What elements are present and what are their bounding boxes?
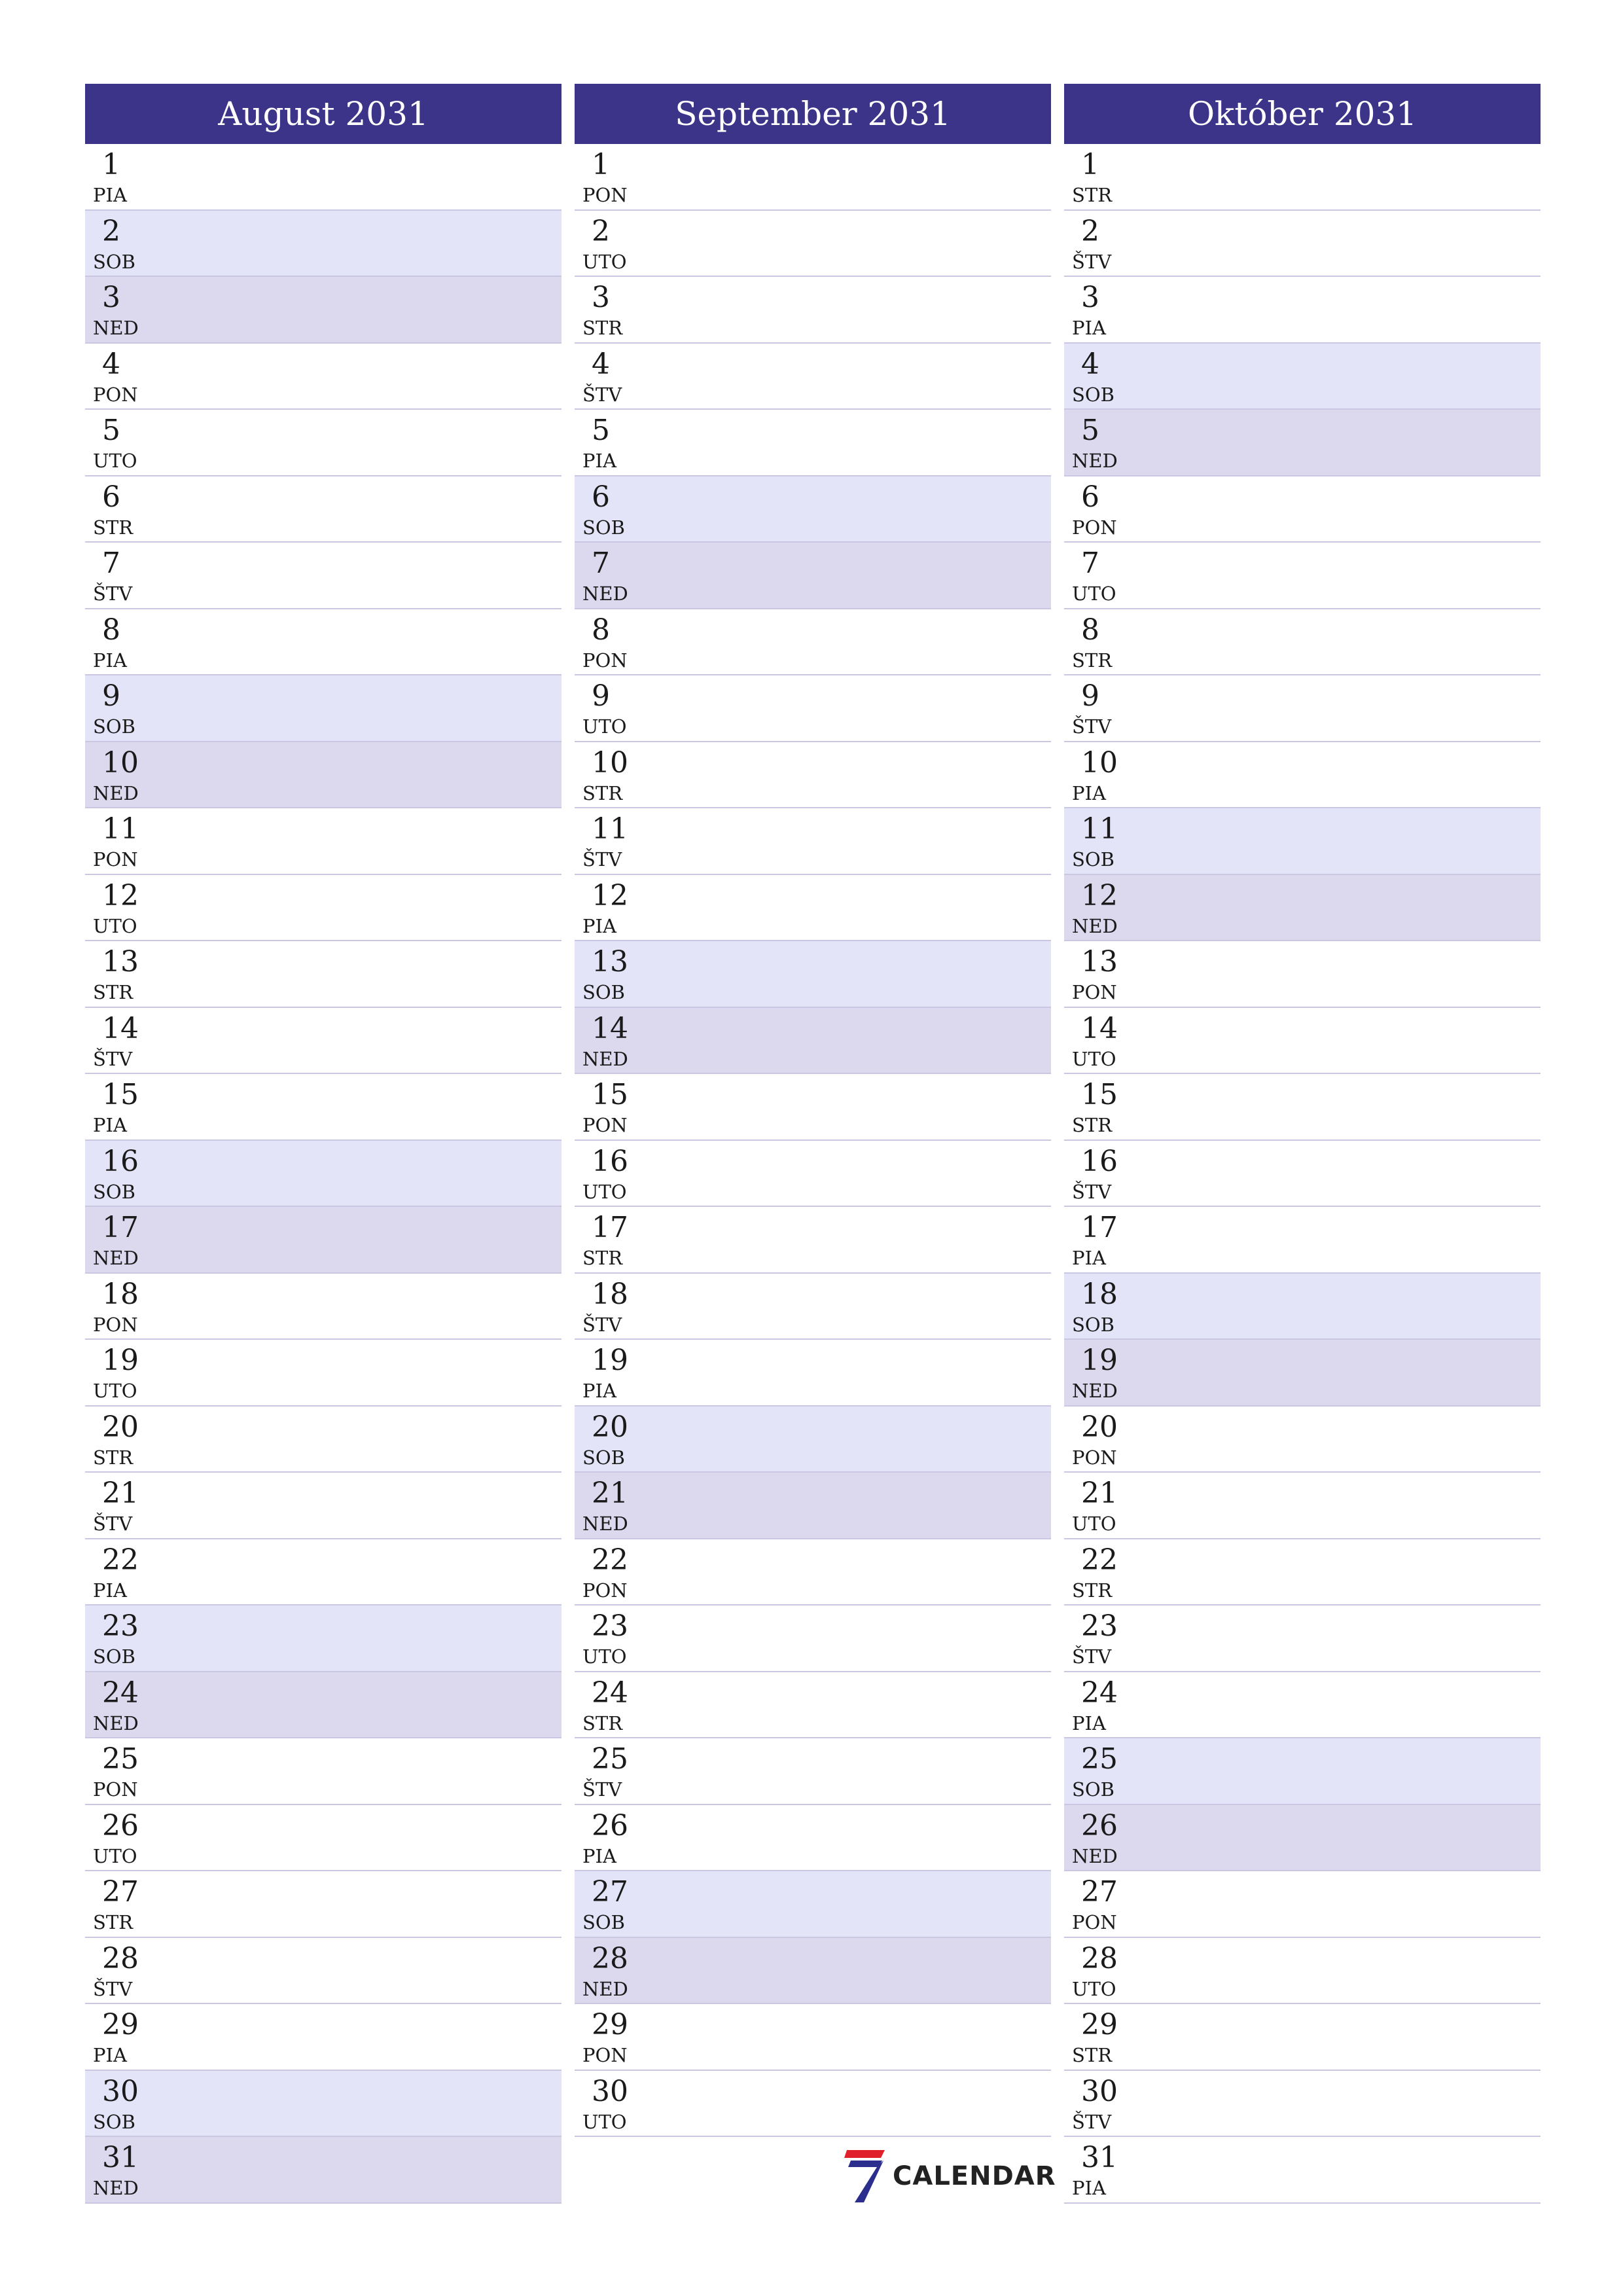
day-name: ŠTV xyxy=(93,1047,133,1070)
day-number: 7 xyxy=(1081,547,1099,580)
day-row xyxy=(85,742,562,809)
day-name: PON xyxy=(93,383,138,406)
day-name: PON xyxy=(582,1579,628,1602)
day-name: NED xyxy=(582,1977,628,2000)
day-name: STR xyxy=(1072,184,1113,206)
day-name: STR xyxy=(582,1247,623,1269)
day-name: STR xyxy=(582,317,623,339)
day-name: UTO xyxy=(582,1645,627,1668)
day-name: STR xyxy=(93,1446,134,1469)
day-row xyxy=(1064,1871,1541,1938)
day-number: 27 xyxy=(592,1875,628,1909)
day-row xyxy=(85,1074,562,1141)
day-name: PIA xyxy=(93,184,127,206)
day-name: PIA xyxy=(93,2044,127,2066)
day-name: SOB xyxy=(93,715,135,738)
day-row xyxy=(575,1672,1051,1739)
day-row xyxy=(85,1274,562,1340)
day-row xyxy=(85,1340,562,1407)
day-name: ŠTV xyxy=(1072,715,1112,738)
day-number: 23 xyxy=(102,1609,139,1643)
day-row xyxy=(85,543,562,609)
brand-logo xyxy=(844,2150,1056,2202)
day-row xyxy=(1064,742,1541,809)
day-row xyxy=(575,1008,1051,1075)
day-list xyxy=(1064,144,1541,2204)
day-number: 21 xyxy=(1081,1477,1118,1510)
day-row xyxy=(575,1407,1051,1473)
day-name: UTO xyxy=(582,2110,627,2133)
day-name: STR xyxy=(93,516,134,539)
day-number: 29 xyxy=(102,2008,139,2041)
day-number: 11 xyxy=(592,812,628,846)
day-name: SOB xyxy=(582,981,625,1003)
day-row xyxy=(575,1074,1051,1141)
day-number: 4 xyxy=(102,347,120,381)
day-number: 30 xyxy=(102,2074,139,2108)
day-name: PIA xyxy=(93,1114,127,1136)
day-name: STR xyxy=(582,781,623,804)
month-column-september xyxy=(575,84,1051,2137)
day-row xyxy=(1064,1539,1541,1606)
day-row xyxy=(1064,1008,1541,1075)
day-name: UTO xyxy=(1072,1513,1116,1535)
day-number: 28 xyxy=(1081,1941,1118,1975)
day-number: 2 xyxy=(592,214,610,248)
day-row xyxy=(575,1473,1051,1539)
day-row xyxy=(85,1008,562,1075)
day-number: 7 xyxy=(102,547,120,580)
day-row xyxy=(575,476,1051,543)
logo-text: CALENDAR xyxy=(893,2161,1056,2191)
day-number: 25 xyxy=(102,1742,139,1776)
day-name: ŠTV xyxy=(1072,1645,1112,1668)
day-name: PON xyxy=(93,848,138,870)
day-number: 22 xyxy=(102,1543,139,1577)
day-name: PON xyxy=(1072,1446,1117,1469)
day-number: 1 xyxy=(1081,148,1099,181)
seven-logo-icon xyxy=(844,2150,885,2202)
day-name: UTO xyxy=(93,450,137,472)
month-column-august xyxy=(85,84,562,2204)
day-row xyxy=(575,1539,1051,1606)
day-row xyxy=(575,211,1051,278)
day-name: PON xyxy=(582,649,628,672)
day-name: ŠTV xyxy=(1072,250,1112,273)
day-row xyxy=(85,1738,562,1805)
day-number: 30 xyxy=(592,2074,628,2108)
day-number: 20 xyxy=(102,1410,139,1444)
day-number: 17 xyxy=(102,1211,139,1244)
day-number: 13 xyxy=(102,945,139,978)
day-name: PON xyxy=(1072,516,1117,539)
day-name: NED xyxy=(1072,1844,1118,1867)
day-name: PON xyxy=(582,1114,628,1136)
day-name: SOB xyxy=(1072,1778,1115,1801)
day-name: PIA xyxy=(93,1579,127,1602)
day-row xyxy=(1064,941,1541,1008)
day-name: PIA xyxy=(93,649,127,672)
day-number: 12 xyxy=(1081,878,1118,912)
day-row xyxy=(575,1340,1051,1407)
day-number: 7 xyxy=(592,547,610,580)
day-number: 22 xyxy=(592,1543,628,1577)
day-number: 28 xyxy=(592,1941,628,1975)
day-name: UTO xyxy=(1072,1977,1116,2000)
day-number: 18 xyxy=(102,1277,139,1311)
day-name: ŠTV xyxy=(582,848,622,870)
day-row xyxy=(575,410,1051,476)
day-number: 1 xyxy=(102,148,120,181)
day-row xyxy=(575,543,1051,609)
day-row xyxy=(85,941,562,1008)
day-number: 16 xyxy=(1081,1144,1118,1178)
day-number: 9 xyxy=(592,679,610,713)
day-number: 9 xyxy=(102,679,120,713)
day-number: 10 xyxy=(1081,745,1118,780)
day-row xyxy=(1064,675,1541,742)
day-number: 2 xyxy=(1081,214,1099,248)
day-row xyxy=(575,808,1051,875)
day-name: PIA xyxy=(582,1844,616,1867)
day-number: 23 xyxy=(1081,1609,1118,1643)
day-row xyxy=(85,211,562,278)
day-number: 5 xyxy=(102,414,120,447)
day-name: UTO xyxy=(93,914,137,937)
day-name: NED xyxy=(93,781,139,804)
day-row xyxy=(575,1738,1051,1805)
day-name: STR xyxy=(93,1911,134,1933)
day-row xyxy=(85,1473,562,1539)
day-number: 8 xyxy=(102,613,120,647)
month-header: September 2031 xyxy=(575,84,1051,144)
day-name: SOB xyxy=(1072,383,1115,406)
day-name: NED xyxy=(1072,450,1118,472)
day-number: 29 xyxy=(592,2008,628,2041)
day-name: SOB xyxy=(582,1446,625,1469)
day-number: 16 xyxy=(592,1144,628,1178)
day-number: 30 xyxy=(1081,2074,1118,2108)
day-number: 13 xyxy=(1081,945,1118,978)
day-row xyxy=(85,1605,562,1672)
day-row xyxy=(1064,609,1541,676)
day-row xyxy=(85,609,562,676)
month-header: Október 2031 xyxy=(1064,84,1541,144)
day-name: NED xyxy=(93,2177,139,2199)
day-name: PIA xyxy=(582,914,616,937)
day-row xyxy=(1064,1340,1541,1407)
day-number: 17 xyxy=(1081,1211,1118,1244)
day-number: 26 xyxy=(1081,1808,1118,1842)
day-row xyxy=(1064,2071,1541,2138)
day-number: 21 xyxy=(592,1477,628,1510)
day-number: 10 xyxy=(102,745,139,780)
day-name: UTO xyxy=(582,715,627,738)
day-row xyxy=(575,609,1051,676)
day-number: 24 xyxy=(1081,1676,1118,1710)
day-name: PON xyxy=(1072,1911,1117,1933)
day-number: 17 xyxy=(592,1211,628,1244)
day-number: 3 xyxy=(1081,281,1099,314)
day-row xyxy=(575,1805,1051,1872)
month-column-october xyxy=(1064,84,1541,2204)
day-number: 31 xyxy=(1081,2141,1118,2174)
day-number: 15 xyxy=(102,1078,139,1111)
day-number: 20 xyxy=(1081,1410,1118,1444)
day-number: 24 xyxy=(102,1676,139,1710)
day-name: PON xyxy=(1072,981,1117,1003)
day-name: SOB xyxy=(582,1911,625,1933)
day-name: UTO xyxy=(582,250,627,273)
day-row xyxy=(1064,1207,1541,1274)
day-name: ŠTV xyxy=(582,1313,622,1336)
day-number: 13 xyxy=(592,945,628,978)
day-row xyxy=(85,808,562,875)
day-row xyxy=(85,1805,562,1872)
day-list xyxy=(85,144,562,2204)
day-row xyxy=(85,2071,562,2138)
day-row xyxy=(85,144,562,211)
day-row xyxy=(575,1207,1051,1274)
day-row xyxy=(85,1871,562,1938)
day-name: PIA xyxy=(1072,2177,1106,2199)
day-row xyxy=(575,875,1051,942)
day-number: 18 xyxy=(1081,1277,1118,1311)
day-number: 28 xyxy=(102,1941,139,1975)
day-row xyxy=(1064,144,1541,211)
day-number: 26 xyxy=(592,1808,628,1842)
day-row xyxy=(1064,1407,1541,1473)
day-name: PIA xyxy=(1072,781,1106,804)
day-name: STR xyxy=(1072,1579,1113,1602)
day-name: NED xyxy=(582,1513,628,1535)
day-row xyxy=(575,1274,1051,1340)
day-number: 27 xyxy=(102,1875,139,1909)
day-name: STR xyxy=(1072,649,1113,672)
day-name: PON xyxy=(93,1778,138,1801)
day-number: 4 xyxy=(1081,347,1099,381)
day-row xyxy=(1064,875,1541,942)
day-number: 16 xyxy=(102,1144,139,1178)
day-row xyxy=(1064,543,1541,609)
day-number: 3 xyxy=(592,281,610,314)
day-row xyxy=(85,675,562,742)
day-number: 5 xyxy=(1081,414,1099,447)
day-name: STR xyxy=(93,981,134,1003)
day-row xyxy=(85,2137,562,2204)
day-row xyxy=(1064,1938,1541,2005)
day-row xyxy=(1064,1672,1541,1739)
day-name: NED xyxy=(582,583,628,605)
day-name: UTO xyxy=(1072,583,1116,605)
day-number: 15 xyxy=(592,1078,628,1111)
day-number: 24 xyxy=(592,1676,628,1710)
day-number: 20 xyxy=(592,1410,628,1444)
day-name: NED xyxy=(582,1047,628,1070)
day-number: 8 xyxy=(592,613,610,647)
day-number: 15 xyxy=(1081,1078,1118,1111)
day-row xyxy=(85,476,562,543)
day-row xyxy=(85,1672,562,1739)
day-row xyxy=(1064,1473,1541,1539)
day-row xyxy=(575,277,1051,344)
day-row xyxy=(1064,211,1541,278)
day-number: 1 xyxy=(592,148,610,181)
day-name: PON xyxy=(582,2044,628,2066)
day-name: NED xyxy=(93,1712,139,1734)
day-row xyxy=(575,675,1051,742)
day-number: 4 xyxy=(592,347,610,381)
day-name: ŠTV xyxy=(93,583,133,605)
day-number: 22 xyxy=(1081,1543,1118,1577)
day-number: 29 xyxy=(1081,2008,1118,2041)
day-name: PIA xyxy=(582,1380,616,1402)
day-row xyxy=(1064,1141,1541,1208)
day-number: 5 xyxy=(592,414,610,447)
day-number: 14 xyxy=(592,1011,628,1045)
day-number: 8 xyxy=(1081,613,1099,647)
day-number: 11 xyxy=(102,812,139,846)
day-name: NED xyxy=(93,1247,139,1269)
day-number: 25 xyxy=(592,1742,628,1776)
day-name: STR xyxy=(582,1712,623,1734)
day-number: 11 xyxy=(1081,812,1118,846)
day-name: PIA xyxy=(582,450,616,472)
day-row xyxy=(1064,1738,1541,1805)
day-number: 12 xyxy=(592,878,628,912)
day-row xyxy=(85,1407,562,1473)
day-row xyxy=(1064,808,1541,875)
day-row xyxy=(575,742,1051,809)
day-name: UTO xyxy=(93,1380,137,1402)
day-row xyxy=(85,1539,562,1606)
day-number: 6 xyxy=(102,480,120,514)
day-name: SOB xyxy=(93,1645,135,1668)
day-name: SOB xyxy=(93,2110,135,2133)
day-name: ŠTV xyxy=(582,1778,622,1801)
day-row xyxy=(575,344,1051,410)
day-row xyxy=(1064,1074,1541,1141)
day-name: PON xyxy=(582,184,628,206)
day-name: UTO xyxy=(93,1844,137,1867)
day-number: 6 xyxy=(592,480,610,514)
day-row xyxy=(1064,1274,1541,1340)
day-name: STR xyxy=(1072,2044,1113,2066)
day-number: 6 xyxy=(1081,480,1099,514)
day-row xyxy=(1064,277,1541,344)
day-number: 25 xyxy=(1081,1742,1118,1776)
day-row xyxy=(575,144,1051,211)
day-row xyxy=(1064,2004,1541,2071)
day-name: NED xyxy=(1072,914,1118,937)
day-number: 14 xyxy=(102,1011,139,1045)
day-name: NED xyxy=(93,317,139,339)
day-number: 2 xyxy=(102,214,120,248)
day-name: PIA xyxy=(1072,317,1106,339)
day-row xyxy=(1064,1805,1541,1872)
month-header: August 2031 xyxy=(85,84,562,144)
day-row xyxy=(575,1938,1051,2005)
day-number: 19 xyxy=(592,1344,628,1377)
day-row xyxy=(85,1938,562,2005)
day-name: ŠTV xyxy=(93,1513,133,1535)
day-name: PIA xyxy=(1072,1247,1106,1269)
day-number: 27 xyxy=(1081,1875,1118,1909)
day-number: 26 xyxy=(102,1808,139,1842)
day-row xyxy=(575,1605,1051,1672)
day-name: STR xyxy=(1072,1114,1113,1136)
day-row xyxy=(85,410,562,476)
day-name: PON xyxy=(93,1313,138,1336)
day-name: UTO xyxy=(1072,1047,1116,1070)
day-name: PIA xyxy=(1072,1712,1106,1734)
day-row xyxy=(575,2004,1051,2071)
day-row xyxy=(85,277,562,344)
day-row xyxy=(85,2004,562,2071)
day-row xyxy=(1064,476,1541,543)
day-row xyxy=(1064,1605,1541,1672)
day-row xyxy=(1064,2137,1541,2204)
day-number: 18 xyxy=(592,1277,628,1311)
day-list xyxy=(575,144,1051,2137)
day-name: SOB xyxy=(1072,848,1115,870)
day-name: ŠTV xyxy=(1072,2110,1112,2133)
day-number: 21 xyxy=(102,1477,139,1510)
day-row xyxy=(1064,344,1541,410)
day-number: 19 xyxy=(1081,1344,1118,1377)
day-name: ŠTV xyxy=(93,1977,133,2000)
day-name: SOB xyxy=(93,250,135,273)
day-row xyxy=(85,875,562,942)
day-row xyxy=(575,2071,1051,2138)
day-number: 23 xyxy=(592,1609,628,1643)
day-row xyxy=(85,344,562,410)
day-row xyxy=(575,1141,1051,1208)
day-number: 14 xyxy=(1081,1011,1118,1045)
day-number: 19 xyxy=(102,1344,139,1377)
day-name: ŠTV xyxy=(582,383,622,406)
day-name: NED xyxy=(1072,1380,1118,1402)
day-number: 10 xyxy=(592,745,628,780)
day-row xyxy=(575,941,1051,1008)
day-number: 3 xyxy=(102,281,120,314)
day-name: SOB xyxy=(93,1180,135,1203)
day-name: UTO xyxy=(582,1180,627,1203)
day-number: 31 xyxy=(102,2141,139,2174)
day-row xyxy=(85,1207,562,1274)
day-name: ŠTV xyxy=(1072,1180,1112,1203)
day-row xyxy=(1064,410,1541,476)
day-number: 9 xyxy=(1081,679,1099,713)
day-name: SOB xyxy=(1072,1313,1115,1336)
day-row xyxy=(575,1871,1051,1938)
day-row xyxy=(85,1141,562,1208)
day-number: 12 xyxy=(102,878,139,912)
day-name: SOB xyxy=(582,516,625,539)
